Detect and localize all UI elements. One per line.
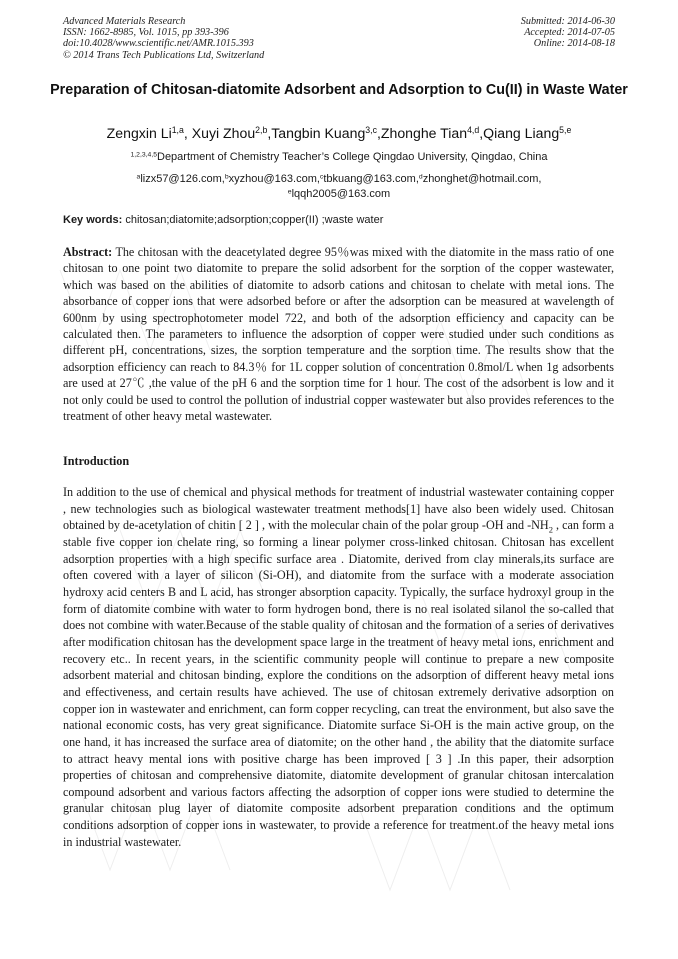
keywords-text: chitosan;diatomite;adsorption;copper(II) ;waste water [122,214,384,226]
email-line: $^e$lqqh2005@163.com [287,187,391,200]
affiliation [20,150,658,164]
keywords [63,213,623,227]
email-a: lizx57@126.com, [140,173,225,185]
author-emails [20,172,658,201]
intro-text-part1: In addition to the use of chemical and physical methods for treatment of industrial wastewater containing copper , new technologies such as biological wastewater treatment methods[1] have also been widely used. Chitosan obtained by de-acetylation of chitin [ 2 ] , with the molecular chain of the polar group -OH and -NH [63,485,614,533]
nh2-subscript: 2 [548,524,553,535]
author-affiliation-mark: 4,d [467,125,480,136]
abstract-label: Abstract: [63,245,113,259]
intro-text-part2: , can form a stable five copper ion chelate ring, so forming a linear polymer cross-linked chitosan. Chitosan has excellent adsorption properties with a high specific surface area . Diatomite, derived from clay minerals,its surface are often covered with a layer of silicon (Si-OH), and diatomite from the surface with a moderate association hydroxy acid centers B and L acid, has stronger absorption capacity. Typically, the surface hydroxyl group in the form of diatomite combine with water to form hydrogen bond, there is no real isolated silanol the so-called that does not combine with water.Because of the stable quality of chitosan and the formation of a series of derivatives after modification chitosan has the development space large in the treatment of heavy metal ions, enrichment and recovery etc.. In recent years, in the scientific community people will continue to prepare a new composite adsorbent material and chitosan binding, explore the conditions on the adsorption of different heavy metal ions and effectiveness, and certain results have achieved. The use of chitosan extremely derivative adsorption on copper ion in wastewater and enrichment, can form copper recycling, can treat the environment, but also save the national economic costs, has very great significance. Diatomite surface Si-OH is the main active group, on the one hand, it has increased the surface area of diatomite; on the other hand , the ability that the diatomite surface to attract heavy mental ions with positive charge has been improved [ 3 ] .In this paper, their adsorption properties of chitosan and comprehensive diatomite, diatomite development of granular chitosan intercalation compound adsorbent and various factors affecting the adsorption of copper ions were studied to determine the granular chitosan plug layer of diatomite composite adsorbent preparation conditions and the optimum conditions adsorption of copper ions in wastewater, to provide a reference for treatment.of the heavy metal ions in industrial wastewater. [63,518,614,849]
abstract [63,244,614,424]
copyright-line: © 2014 Trans Tech Publications Ltd, Switzerland [63,49,265,61]
email-c: tbkuang@163.com, [323,173,419,185]
author-affiliation-mark: 2,b [255,125,268,136]
accepted-date: Accepted: 2014-07-05 [524,27,615,39]
paper-title: Preparation of Chitosan-diatomite Adsorbent and Adsorption to Cu(II) in Waste Water [50,82,628,98]
submitted-date: Submitted: 2014-06-30 [520,16,615,27]
affiliation-text: Department of Chemistry Teacher’s College Qingdao University, Qingdao, China [157,151,548,163]
abstract-text: The chitosan with the deacetylated degree 95％was mixed with the diatomite in the mass ratio of one chitosan to one point two diatomite to prepare the solid adsorbent for the sorption of the copper wastewater, which was based on the abilities of diatomite to adsorb cations and chitosan to chelate with metal ions. The absorbance of copper ions that were adsorbed before or after the adsorption can be measured at wavelength of 600nm by using spectrophotometer model 722, and both of the adsorption efficiency and capacity can be calculated then. The parameters to influence the adsorption of copper were studied under such conditions as different pH, concentrations, sizes, the sorption temperature and the sorption time. The results show that the adsorption efficiency can reach to 84.3％ for 1L copper solution of concentration 0.8mol/L when 1g adsorbents are used at 27℃ ,the value of the pH 6 and the sorption time for 1 hour. The cost of the adsorbent is low and it not only could be used to control the pollution of industrial copper wastewater but also provides references to the treatment of other heavy metal wastewater. [63,245,614,424]
publication-dates [521,16,615,50]
author-separator: , [183,125,192,141]
introduction-body [63,484,614,850]
online-date: Online: 2014-08-18 [533,38,615,50]
introduction-heading: Introduction [63,454,130,468]
author-name: Zhonghe Tian [380,125,468,141]
affiliation-mark: 1,2,3,4,5 [130,151,157,159]
author-affiliation-mark: 1,a [171,125,184,136]
author-name: Zengxin Li [106,125,172,141]
author-separator: , [479,125,484,141]
keywords-label: Key words: [63,214,123,226]
email-d: zhonghet@hotmail.com, [422,173,542,185]
doi-line: doi:10.4028/www.scientific.net/AMR.1015.393 [63,38,254,50]
author-separator: , [376,125,381,141]
author-affiliation-mark: 3,c [365,125,377,136]
author-name: Tangbin Kuang [271,125,366,141]
email-line: $^a$lizx57@126.com,$^b$xyzhou@163.com,$^c$tbkuang@163.com,$^d$zhonghet@hotmail.com, [136,173,542,185]
email-e: lqqh2005@163.com [291,187,391,200]
issn-line: ISSN: 1662-8985, Vol. 1015, pp 393-396 [63,27,229,39]
journal-info [63,16,264,61]
author-list [20,124,658,142]
author-affiliation-mark: 5,e [559,125,572,136]
author-separator: , [267,125,272,141]
author-name: Qiang Liang [483,125,560,141]
author-name: Xuyi Zhou [191,125,256,141]
email-b: xyzhou@163.com, [228,173,320,185]
journal-name: Advanced Materials Research [63,16,186,27]
